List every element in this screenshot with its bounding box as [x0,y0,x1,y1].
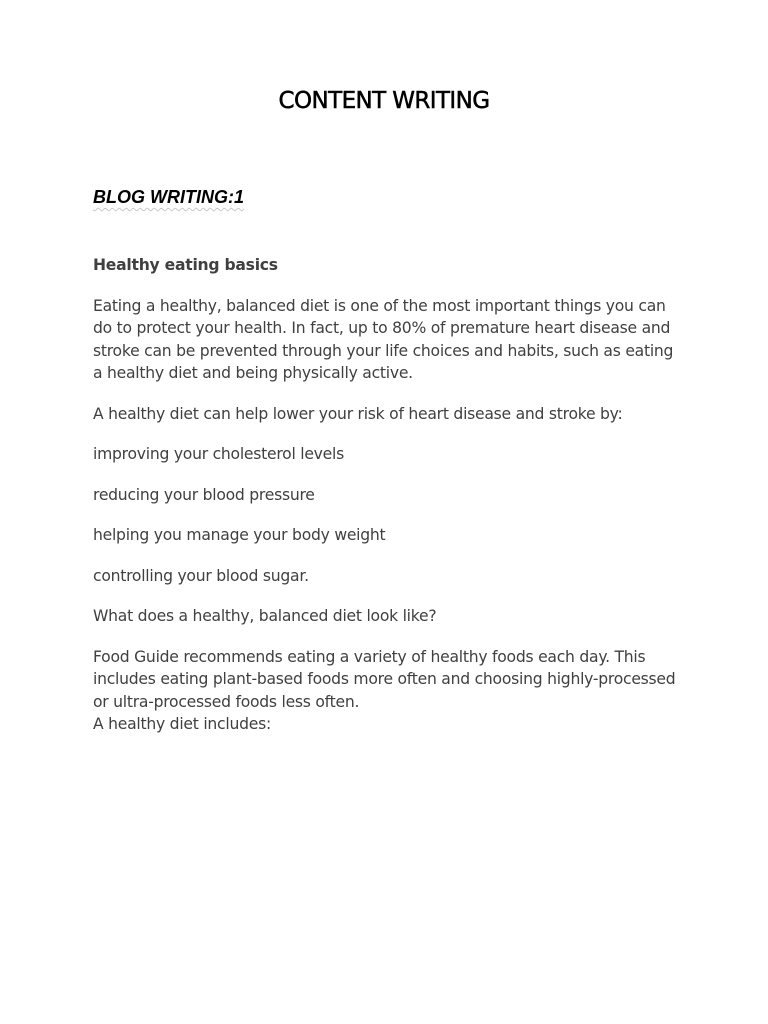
question-paragraph: What does a healthy, balanced diet look like? [93,607,437,625]
section-heading: Healthy eating basics [93,256,278,274]
document-title: CONTENT WRITING [278,88,490,114]
benefit-item: helping you manage your body weight [93,526,386,544]
document-body [93,254,683,736]
benefit-item: improving your cholesterol levels [93,445,344,463]
lead-in-paragraph: A healthy diet can help lower your risk of heart disease and stroke by: [93,404,623,423]
blog-heading: BLOG WRITING:1 [93,187,244,207]
intro-paragraph: Eating a healthy, balanced diet is one of the most important things you can do to protect your health. In fact, up to 80% of premature heart disease and stroke can be prevented through your life choices and habits, such as eating a healthy diet and being physically active. [93,296,674,382]
food-guide-paragraph: Food Guide recommends eating a variety of healthy foods each day. This includes eating plant-based foods more often and choosing highly-processed or ultra-processed foods less often. [93,647,676,711]
includes-paragraph: A healthy diet includes: [93,715,271,733]
benefit-item: reducing your blood pressure [93,485,315,504]
benefit-item: controlling your blood sugar. [93,566,309,585]
